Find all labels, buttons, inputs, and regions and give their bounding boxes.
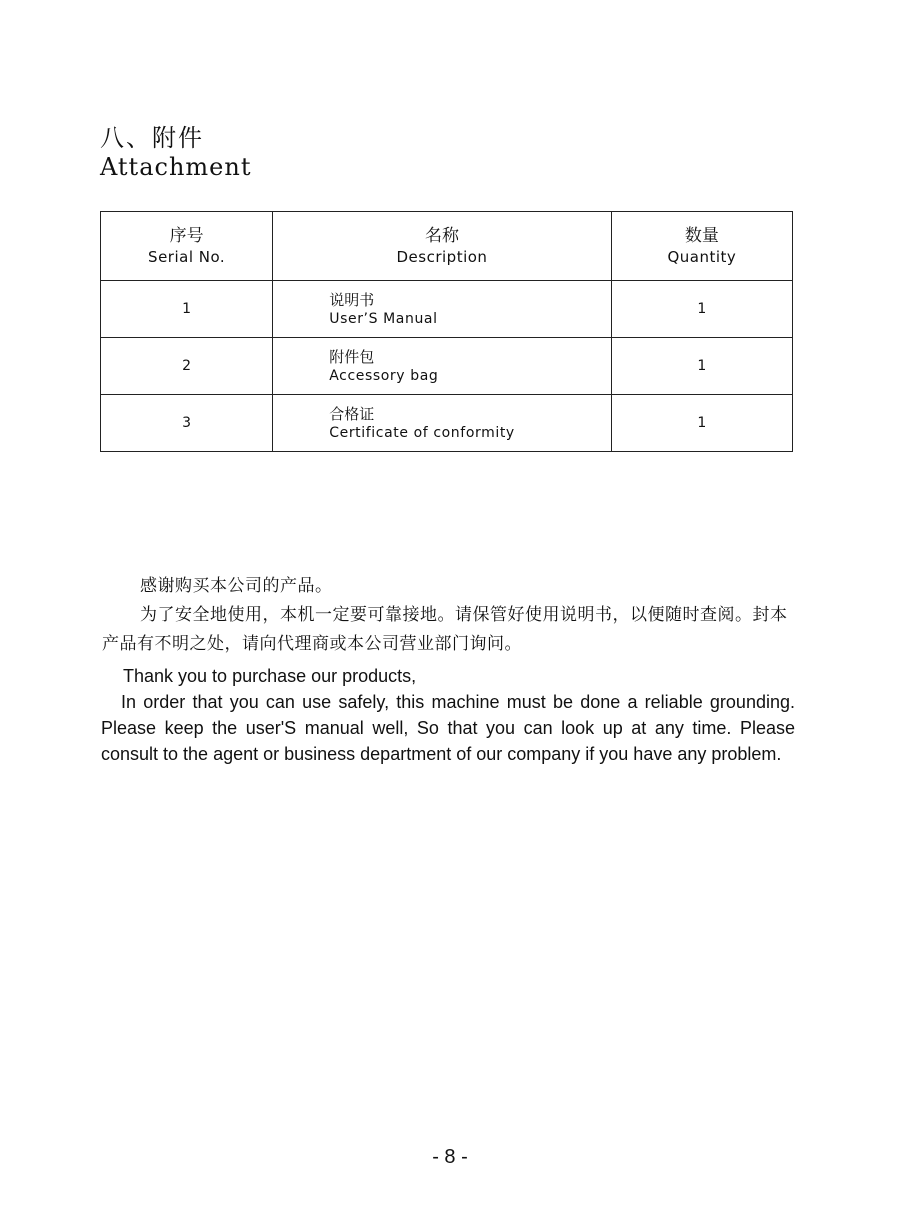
thanks-text-en bbox=[101, 663, 795, 767]
header-serial bbox=[101, 212, 273, 281]
row-description-cn: 合格证 bbox=[329, 404, 375, 423]
thanks-en-line2: In order that you can use safely, this machine must be done a reliable grounding. Please keep the user'S manual well, So that you can look up at any time. Please consult to the agent or business department of our company if you have any problem. bbox=[101, 692, 795, 764]
row-quantity: 1 bbox=[611, 338, 792, 395]
header-description-en: Description bbox=[396, 248, 488, 266]
thanks-text-cn bbox=[102, 572, 792, 659]
section-title-en: Attachment bbox=[100, 153, 252, 181]
attachment-table bbox=[100, 211, 793, 452]
table-row bbox=[101, 281, 793, 338]
row-serial: 1 bbox=[101, 281, 273, 338]
row-serial: 3 bbox=[101, 395, 273, 452]
thanks-cn-line2: 为了安全地使用，本机一定要可靠接地。请保管好使用说明书，以便随时查阅。封本产品有不明之处，请向代理商或本公司营业部门询问。 bbox=[102, 605, 788, 654]
table-row bbox=[101, 395, 793, 452]
header-quantity-cn: 数量 bbox=[684, 226, 719, 246]
table-row bbox=[101, 338, 793, 395]
row-description bbox=[273, 395, 611, 452]
header-quantity-en: Quantity bbox=[667, 248, 737, 266]
row-description bbox=[273, 281, 611, 338]
row-description-cn: 说明书 bbox=[329, 290, 375, 309]
thanks-cn-line1: 感谢购买本公司的产品。 bbox=[140, 576, 333, 596]
row-description-cn: 附件包 bbox=[329, 347, 375, 366]
row-description-en: Accessory bag bbox=[329, 367, 439, 384]
row-description-en: User’S Manual bbox=[329, 310, 438, 327]
row-description-en: Certificate of conformity bbox=[329, 424, 515, 441]
page-number: - 8 - bbox=[432, 1146, 468, 1168]
thanks-en-line1: Thank you to purchase our products, bbox=[123, 666, 417, 686]
header-serial-cn: 序号 bbox=[169, 226, 204, 246]
row-quantity: 1 bbox=[611, 281, 792, 338]
row-serial: 2 bbox=[101, 338, 273, 395]
row-description bbox=[273, 338, 611, 395]
header-quantity bbox=[611, 212, 792, 281]
row-quantity: 1 bbox=[611, 395, 792, 452]
header-description-cn: 名称 bbox=[424, 226, 459, 246]
section-title-cn: 八、附件 bbox=[100, 124, 204, 152]
header-description bbox=[273, 212, 611, 281]
table-header-row bbox=[101, 212, 793, 281]
header-serial-en: Serial No. bbox=[148, 248, 226, 266]
